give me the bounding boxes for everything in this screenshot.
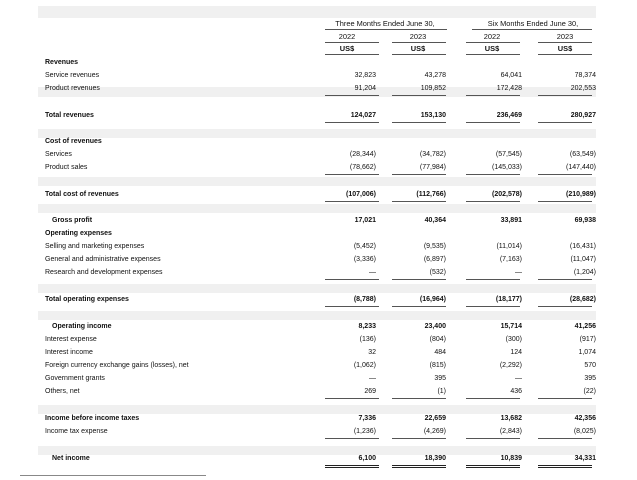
cell-rule [392,279,446,280]
header-currency: US$ [410,44,426,53]
cell-value: (34,782) [419,151,446,158]
header-rule [325,54,379,55]
cell-value: 32,823 [354,72,376,79]
cell-value: (1,204) [573,269,596,276]
cell-value: 13,682 [500,415,522,422]
row-label: Cost of revenues [45,138,102,145]
cell-rule [538,279,592,280]
band [38,204,596,213]
cell-rule [325,438,379,439]
cell-value: (917) [579,336,596,343]
double-rule [392,465,446,466]
cell-value: 22,659 [424,415,446,422]
cell-rule [392,306,446,307]
header-year: 2022 [483,32,501,41]
cell-value: (2,843) [499,428,522,435]
cell-value: (9,535) [423,243,446,250]
cell-value: (804) [429,336,446,343]
cell-value: 1,074 [578,349,596,356]
cell-value: 395 [584,375,596,382]
cell-rule [466,122,520,123]
row-label: Interest income [45,349,93,356]
cell-value: (16,964) [419,296,446,303]
double-rule [466,467,520,468]
cell-value: (11,014) [496,243,522,250]
row-label: Net income [52,455,90,462]
cell-value: (300) [505,336,522,343]
double-rule [392,467,446,468]
cell-value: (145,033) [492,164,522,171]
cell-value: — [369,269,376,276]
cell-rule [538,201,592,202]
cell-value: (77,984) [419,164,446,171]
cell-value: 69,938 [574,217,596,224]
cell-value: (11,047) [570,256,596,263]
header-rule [392,54,446,55]
cell-value: (147,440) [566,164,596,171]
cell-value: (202,578) [492,191,522,198]
cell-value: (63,549) [569,151,596,158]
cell-value: (16,431) [569,243,596,250]
row-label: Total cost of revenues [45,191,119,198]
cell-value: 78,374 [574,72,596,79]
header-rule [538,54,592,55]
cell-value: (5,452) [353,243,376,250]
cell-value: 91,204 [354,85,376,92]
cell-value: (8,025) [573,428,596,435]
cell-value: 153,130 [420,112,446,119]
cell-value: (8,788) [353,296,376,303]
cell-value: 32 [368,349,376,356]
cell-rule [392,398,446,399]
cell-value: (6,897) [423,256,446,263]
cut-off-footer [20,475,206,480]
cell-value: — [515,269,522,276]
header-rule [325,42,379,43]
row-label: Income tax expense [45,428,108,435]
band [38,284,596,293]
cell-rule [466,438,520,439]
header-year: 2023 [556,32,574,41]
cell-value: 43,278 [424,72,446,79]
cell-rule [538,438,592,439]
cell-value: (7,163) [499,256,522,263]
cell-value: 269 [364,388,376,395]
cell-value: 10,839 [500,455,522,462]
cell-rule [538,306,592,307]
header-currency: US$ [484,44,500,53]
cell-value: 570 [584,362,596,369]
band [38,405,596,414]
header-three-months: Three Months Ended June 30, [335,19,435,28]
cell-value: 42,356 [574,415,596,422]
cell-value: 6,100 [358,455,376,462]
header-rule [466,54,520,55]
row-label: Total operating expenses [45,296,129,303]
cell-value: 436 [510,388,522,395]
cell-value: 18,390 [424,455,446,462]
cell-rule [392,122,446,123]
cell-rule [538,95,592,96]
cell-value: 395 [434,375,446,382]
row-label: Operating expenses [45,230,112,237]
cell-value: 109,852 [420,85,446,92]
header-year: 2022 [338,32,356,41]
double-rule [538,467,592,468]
cell-value: 33,891 [500,217,522,224]
band [38,177,596,186]
row-label: Product revenues [45,85,100,92]
band-top [38,6,596,18]
cell-value: (1,236) [353,428,376,435]
cell-rule [392,95,446,96]
cell-value: (57,545) [495,151,522,158]
cell-value: (107,006) [346,191,376,198]
cell-rule [466,201,520,202]
double-rule [325,467,379,468]
header-rule [325,29,447,30]
header-rule [472,29,592,30]
cell-value: (210,989) [566,191,596,198]
row-label: Interest expense [45,336,97,343]
cell-value: 124 [510,349,522,356]
cell-value: (2,292) [499,362,522,369]
cell-rule [392,438,446,439]
row-label: Foreign currency exchange gains (losses), net [45,362,189,369]
row-label: Operating income [52,323,112,330]
cell-rule [466,174,520,175]
cell-value: 8,233 [358,323,376,330]
cell-value: 34,331 [574,455,596,462]
band [38,129,596,138]
cell-value: 202,553 [570,85,596,92]
cell-rule [325,201,379,202]
cell-value: 280,927 [570,112,596,119]
cell-value: (28,682) [569,296,596,303]
row-label: Product sales [45,164,88,171]
header-rule [392,42,446,43]
cell-value: 15,714 [500,323,522,330]
row-label: General and administrative expenses [45,256,161,263]
cell-value: 64,041 [500,72,522,79]
cell-value: 23,400 [424,323,446,330]
row-label: Research and development expenses [45,269,163,276]
cell-value: — [515,375,522,382]
cell-value: 484 [434,349,446,356]
double-rule [538,465,592,466]
cell-value: (1) [437,388,446,395]
cell-value: (4,269) [423,428,446,435]
row-label: Government grants [45,375,105,382]
cell-rule [392,201,446,202]
cell-value: (1,062) [353,362,376,369]
cell-rule [325,95,379,96]
row-label: Revenues [45,59,79,66]
cell-value: 41,256 [574,323,596,330]
header-currency: US$ [339,44,355,53]
row-label: Service revenues [45,72,100,79]
band [38,311,596,320]
row-label: Income before income taxes [45,415,140,422]
cell-rule [538,398,592,399]
double-rule [466,465,520,466]
cell-value: 40,364 [424,217,446,224]
cell-value: 17,021 [354,217,376,224]
cell-rule [325,122,379,123]
cell-value: (28,344) [349,151,376,158]
header-rule [538,42,592,43]
cell-value: 7,336 [358,415,376,422]
cell-rule [392,174,446,175]
cell-rule [466,95,520,96]
row-label: Selling and marketing expenses [45,243,145,250]
cell-value: (136) [359,336,376,343]
cell-value: 172,428 [496,85,522,92]
row-label: Total revenues [45,112,94,119]
cell-rule [538,174,592,175]
header-six-months: Six Months Ended June 30, [487,19,579,28]
double-rule [325,465,379,466]
header-rule [466,42,520,43]
cell-value: (18,177) [495,296,522,303]
cell-value: (112,766) [416,191,446,198]
cell-value: (3,336) [353,256,376,263]
cell-rule [466,398,520,399]
cell-rule [466,306,520,307]
cell-value: — [369,375,376,382]
cell-rule [325,306,379,307]
cell-value: (78,662) [349,164,376,171]
row-label: Services [45,151,72,158]
row-label: Others, net [45,388,80,395]
cell-rule [325,279,379,280]
cell-rule [325,398,379,399]
cell-rule [325,174,379,175]
cell-value: (532) [429,269,446,276]
header-currency: US$ [557,44,573,53]
cell-value: 124,027 [350,112,376,119]
cell-rule [466,279,520,280]
cell-value: (815) [429,362,446,369]
cell-rule [538,122,592,123]
header-year: 2023 [409,32,427,41]
cell-value: (22) [583,388,596,395]
cell-value: 236,469 [496,112,522,119]
row-label: Gross profit [52,217,93,224]
